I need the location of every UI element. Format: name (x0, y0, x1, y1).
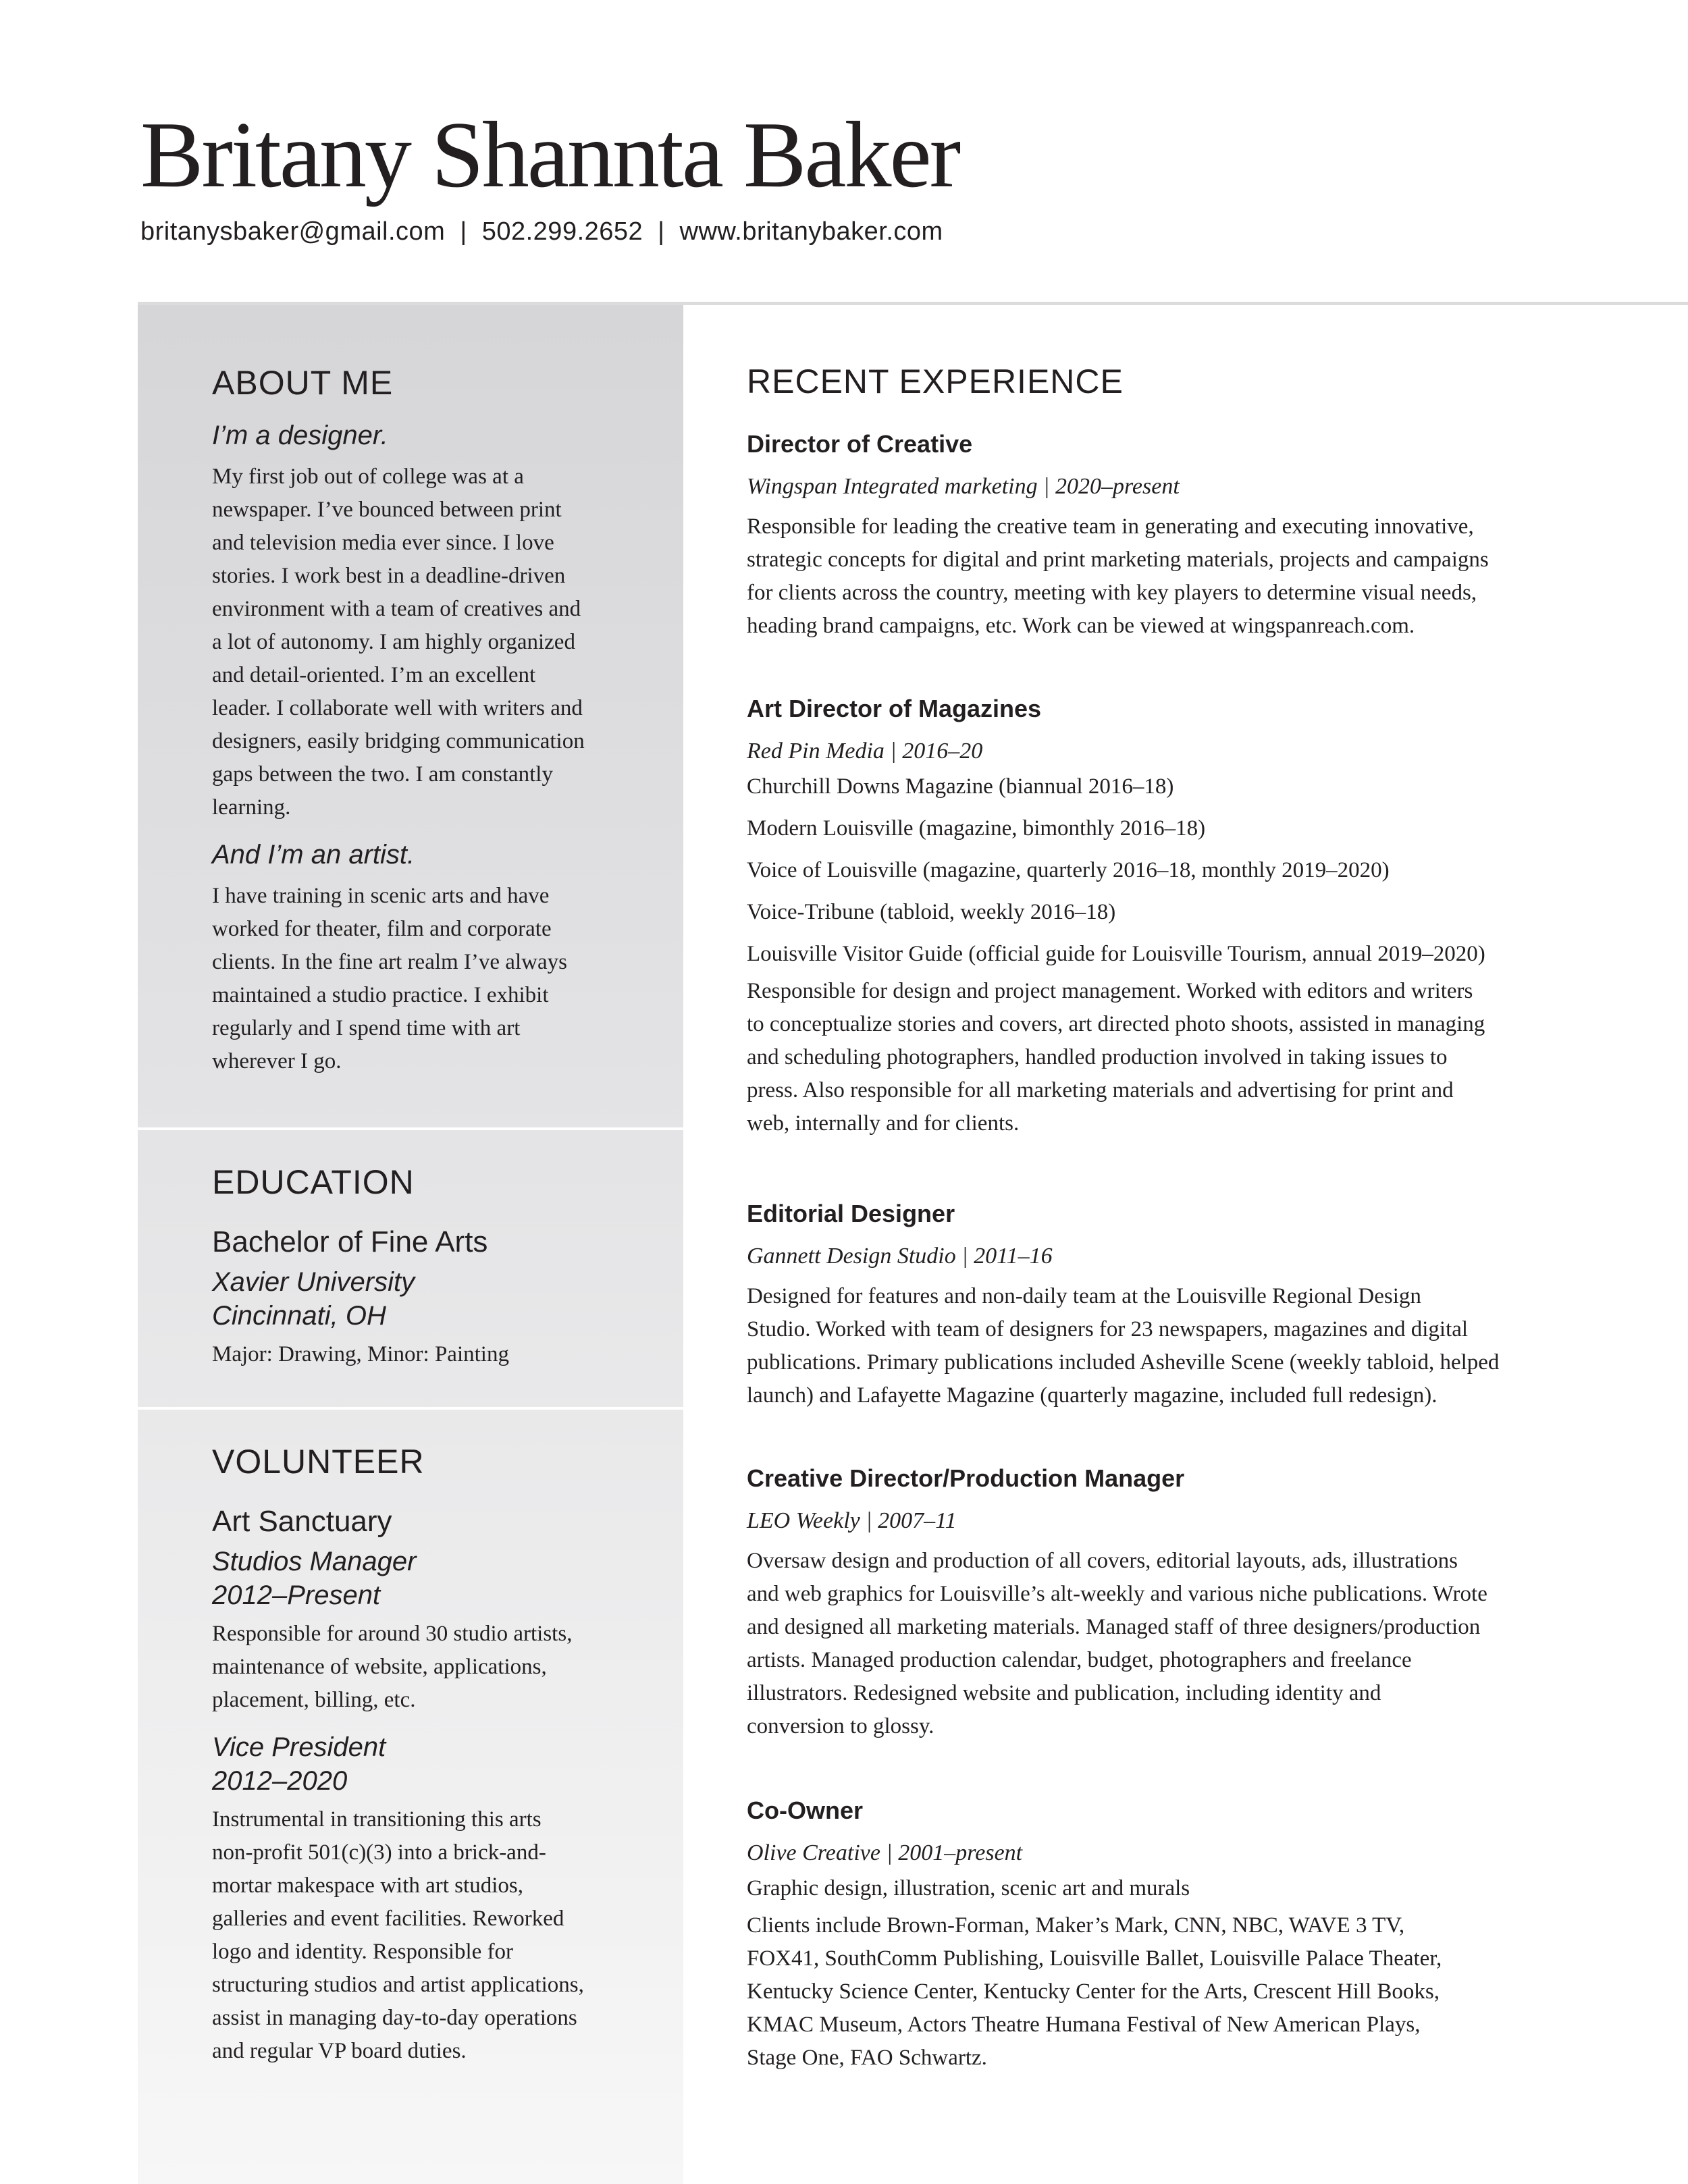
service-list (747, 1867, 1584, 1909)
role-years: 2012–Present (212, 1580, 381, 1610)
text-line: galleries and event facilities. Reworked (212, 1907, 564, 1931)
service-item: Graphic design, illustration, scenic art and murals (747, 1876, 1190, 1900)
role-description (212, 1618, 644, 1717)
major-minor: Major: Drawing, Minor: Painting (212, 1342, 509, 1366)
text-line: Clients include Brown-Forman, Maker’s Mark, CNN, NBC, WAVE 3 TV, (747, 1913, 1405, 1938)
job-meta: LEO Weekly | 2007–11 (747, 1508, 957, 1533)
text-line: FOX41, SouthComm Publishing, Louisville Ballet, Louisville Palace Theater, (747, 1946, 1442, 1971)
text-line: Studio. Worked with team of designers for 23 newspapers, magazines and digital (747, 1317, 1469, 1341)
school-location: Cincinnati, OH (212, 1301, 386, 1331)
text-line: regularly and I spend time with art (212, 1016, 521, 1040)
education-section (138, 1130, 683, 1407)
job-entry (747, 697, 1584, 1140)
job-title: Director of Creative (747, 430, 973, 458)
text-line: illustrators. Redesigned website and publication, including identity and (747, 1681, 1381, 1705)
job-entry (747, 1466, 1584, 1743)
about-section (138, 305, 683, 1129)
job-title: Co-Owner (747, 1796, 864, 1824)
artist-text (212, 880, 644, 1078)
text-line: logo and identity. Responsible for (212, 1940, 514, 1964)
about-title: ABOUT ME (212, 364, 394, 402)
text-line: publications. Primary publications included Asheville Scene (weekly tabloid, helped (747, 1350, 1500, 1375)
job-meta: Gannett Design Studio | 2011–16 (747, 1244, 1053, 1269)
job-description (747, 1545, 1584, 1743)
contact-separator: | (658, 217, 665, 246)
text-line: and television media ever since. I love (212, 531, 554, 555)
role-years: 2012–2020 (212, 1766, 348, 1796)
publication-item: Voice-Tribune (tabloid, weekly 2016–18) (747, 900, 1116, 924)
phone-number[interactable]: 502.299.2652 (481, 217, 643, 246)
text-line: for clients across the country, meeting with key players to determine visual needs, (747, 581, 1477, 605)
text-line: artists. Managed production calendar, budget, photographers and freelance (747, 1648, 1412, 1672)
publication-item: Louisville Visitor Guide (official guide for Louisville Tourism, annual 2019–2020) (747, 942, 1485, 966)
text-line: heading brand campaigns, etc. Work can be viewed at wingspanreach.com. (747, 614, 1415, 638)
text-line: conversion to glossy. (747, 1714, 934, 1738)
text-line: worked for theater, film and corporate (212, 917, 552, 941)
text-line: wherever I go. (212, 1049, 342, 1073)
job-meta: Olive Creative | 2001–present (747, 1840, 1023, 1865)
text-line: Instrumental in transitioning this arts (212, 1807, 542, 1832)
text-line: stories. I work best in a deadline-driven (212, 564, 566, 588)
text-line: gaps between the two. I am constantly (212, 762, 553, 787)
text-line: KMAC Museum, Actors Theatre Humana Festival of New American Plays, (747, 2013, 1421, 2037)
text-line: and scheduling photographers, handled production involved in taking issues to (747, 1045, 1448, 1069)
text-line: environment with a team of creatives and (212, 597, 581, 621)
publication-list (747, 766, 1584, 975)
job-description (747, 1280, 1584, 1412)
text-line: strategic concepts for digital and print marketing materials, projects and campaigns (747, 548, 1489, 572)
text-line: and designed all marketing materials. Managed staff of three designers/production (747, 1615, 1481, 1639)
text-line: maintained a studio practice. I exhibit (212, 983, 549, 1007)
text-line: press. Also responsible for all marketing materials and advertising for print and (747, 1078, 1454, 1102)
email-link[interactable]: britanysbaker@gmail.com (140, 217, 446, 246)
text-line: designers, easily bridging communication (212, 729, 585, 753)
text-line: Designed for features and non-daily team at the Louisville Regional Design (747, 1284, 1421, 1308)
text-line: and web graphics for Louisville’s alt-weekly and various niche publications. Wrote (747, 1582, 1487, 1606)
text-line: and regular VP board duties. (212, 2039, 467, 2063)
publication-item: Voice of Louisville (magazine, quarterly 2016–18, monthly 2019–2020) (747, 858, 1390, 882)
text-line: Responsible for design and project management. Worked with editors and writers (747, 979, 1473, 1003)
job-description (747, 1909, 1584, 2075)
designer-heading: I’m a designer. (212, 421, 388, 450)
job-title: Creative Director/Production Manager (747, 1464, 1185, 1492)
text-line: to conceptualize stories and covers, art directed photo shoots, assisted in managing (747, 1012, 1485, 1036)
education-title: EDUCATION (212, 1163, 415, 1201)
text-line: leader. I collaborate well with writers and (212, 696, 583, 720)
text-line: assist in managing day-to-day operations (212, 2006, 577, 2030)
text-line: Responsible for around 30 studio artists, (212, 1622, 573, 1646)
designer-text (212, 460, 644, 824)
text-line: structuring studios and artist applications, (212, 1973, 584, 1997)
text-line: maintenance of website, applications, (212, 1655, 547, 1679)
job-entry (747, 1796, 1584, 2075)
text-line: Responsible for leading the creative team in generating and executing innovative, (747, 514, 1474, 539)
degree: Bachelor of Fine Arts (212, 1225, 488, 1258)
publication-item: Modern Louisville (magazine, bimonthly 2016–18) (747, 816, 1206, 841)
website-link[interactable]: www.britanybaker.com (679, 217, 943, 246)
experience-section (747, 363, 1584, 2070)
publication-item: Churchill Downs Magazine (biannual 2016–18) (747, 774, 1174, 799)
role-description (212, 1803, 644, 2068)
contact-line (140, 217, 1626, 246)
role-title: Vice President (212, 1732, 386, 1762)
text-line: web, internally and for clients. (747, 1111, 1020, 1136)
school-name: Xavier University (212, 1267, 415, 1297)
text-line: launch) and Lafayette Magazine (quarterly magazine, included full redesign). (747, 1383, 1438, 1408)
text-line: clients. In the fine art realm I’ve always (212, 950, 567, 974)
text-line: Stage One, FAO Schwartz. (747, 2046, 987, 2070)
contact-separator: | (460, 217, 467, 246)
volunteer-section (138, 1410, 683, 2184)
job-entry (747, 1202, 1584, 1412)
job-meta: Wingspan Integrated marketing | 2020–present (747, 474, 1180, 499)
candidate-name: Britany Shannta Baker (140, 103, 959, 207)
sidebar (138, 305, 683, 2184)
text-line: Kentucky Science Center, Kentucky Center for the Arts, Crescent Hill Books, (747, 1979, 1440, 2004)
text-line: I have training in scenic arts and have (212, 884, 550, 908)
text-line: newspaper. I’ve bounced between print (212, 498, 562, 522)
job-description (747, 975, 1584, 1140)
text-line: learning. (212, 795, 291, 820)
text-line: My first job out of college was at a (212, 464, 524, 489)
resume-header (140, 103, 1626, 246)
job-title: Art Director of Magazines (747, 695, 1042, 722)
text-line: mortar makespace with art studios, (212, 1873, 523, 1898)
job-entry (747, 432, 1584, 643)
artist-heading: And I’m an artist. (212, 840, 415, 870)
volunteer-org: Art Sanctuary (212, 1505, 392, 1538)
job-description (747, 510, 1584, 643)
job-meta: Red Pin Media | 2016–20 (747, 739, 983, 764)
job-title: Editorial Designer (747, 1200, 955, 1227)
text-line: a lot of autonomy. I am highly organized (212, 630, 575, 654)
volunteer-title: VOLUNTEER (212, 1443, 425, 1481)
experience-title: RECENT EXPERIENCE (747, 363, 1124, 400)
text-line: placement, billing, etc. (212, 1688, 416, 1712)
text-line: and detail-oriented. I’m an excellent (212, 663, 536, 687)
text-line: Oversaw design and production of all covers, editorial layouts, ads, illustrations (747, 1549, 1458, 1573)
text-line: non-profit 501(c)(3) into a brick-and- (212, 1840, 546, 1865)
role-title: Studios Manager (212, 1547, 417, 1576)
